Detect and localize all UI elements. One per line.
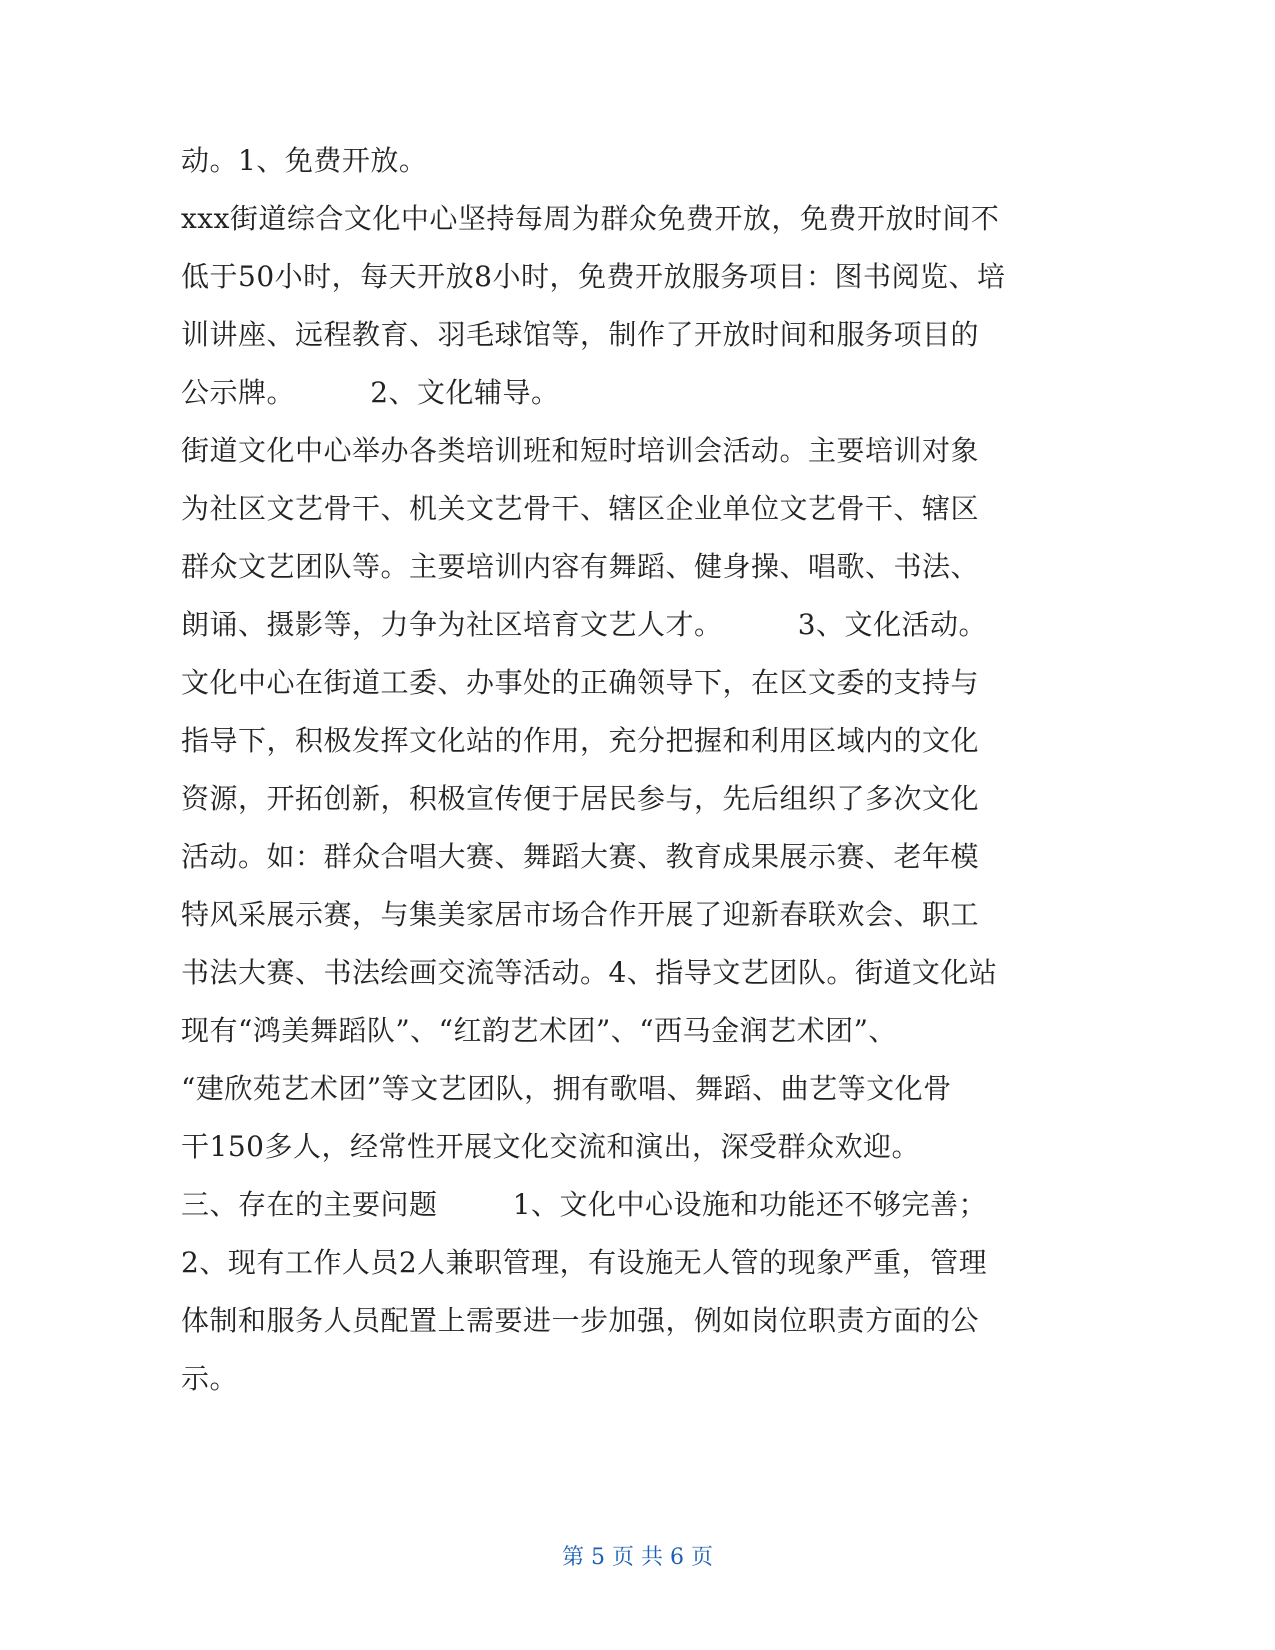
text-line: 朗诵、摄影等，力争为社区培育文艺人才。 3、文化活动。 <box>181 608 988 641</box>
text-line: 低于50小时，每天开放8小时，免费开放服务项目：图书阅览、培 <box>181 260 1006 293</box>
text-line: xxx街道综合文化中心坚持每周为群众免费开放，免费开放时间不 <box>181 202 1000 235</box>
text-line: 示。 <box>181 1362 239 1395</box>
text-line: 2、现有工作人员2人兼职管理，有设施无人管的现象严重，管理 <box>181 1246 988 1279</box>
text-line: 干150多人，经常性开展文化交流和演出，深受群众欢迎。 <box>181 1130 920 1163</box>
text-line: 街道文化中心举办各类培训班和短时培训会活动。主要培训对象 <box>181 434 980 467</box>
text-line: 现有“鸿美舞蹈队”、“红韵艺术团”、“西马金润艺术团”、 <box>181 1014 897 1047</box>
text-line: 公示牌。 2、文化辅导。 <box>181 376 560 409</box>
text-line: 活动。如：群众合唱大赛、舞蹈大赛、教育成果展示赛、老年模 <box>181 840 980 873</box>
text-line: 为社区文艺骨干、机关文艺骨干、辖区企业单位文艺骨干、辖区 <box>181 492 980 525</box>
text-line: “建欣苑艺术团”等文艺团队，拥有歌唱、舞蹈、曲艺等文化骨 <box>181 1072 952 1105</box>
text-line: 特风采展示赛，与集美家居市场合作开展了迎新春联欢会、职工 <box>181 898 980 931</box>
text-line: 三、存在的主要问题 1、文化中心设施和功能还不够完善； <box>181 1188 988 1221</box>
text-line: 指导下，积极发挥文化站的作用，充分把握和利用区域内的文化 <box>181 724 980 757</box>
document-body <box>181 132 1031 1408</box>
text-line: 群众文艺团队等。主要培训内容有舞蹈、健身操、唱歌、书法、 <box>181 550 980 583</box>
text-line: 动。1、免费开放。 <box>181 144 428 177</box>
page-number-footer: 第 5 页 共 6 页 <box>562 1545 713 1570</box>
text-line: 训讲座、远程教育、羽毛球馆等，制作了开放时间和服务项目的 <box>181 318 980 351</box>
text-line: 书法大赛、书法绘画交流等活动。4、指导文艺团队。街道文化站 <box>181 956 998 989</box>
text-line: 文化中心在街道工委、办事处的正确领导下，在区文委的支持与 <box>181 666 980 699</box>
text-line: 体制和服务人员配置上需要进一步加强，例如岗位职责方面的公 <box>181 1304 980 1337</box>
text-line: 资源，开拓创新，积极宣传便于居民参与，先后组织了多次文化 <box>181 782 980 815</box>
